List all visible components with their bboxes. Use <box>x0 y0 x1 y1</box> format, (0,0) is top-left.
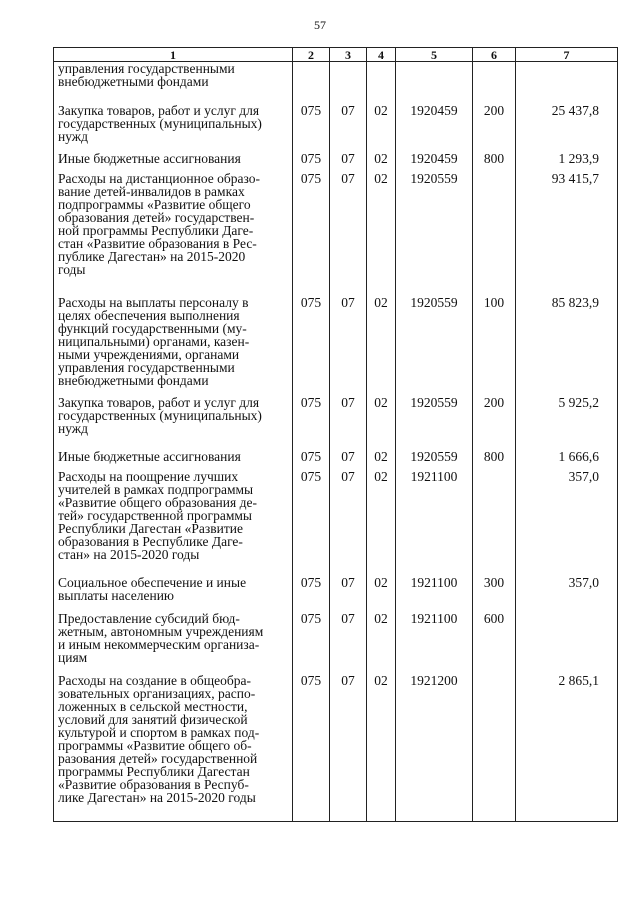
code-subsection-text: 02 <box>374 468 388 484</box>
column-header: 1 <box>54 48 293 62</box>
row-amount <box>516 396 618 450</box>
row-amount-text: 2 865,1 <box>558 672 599 688</box>
row-description <box>54 576 293 612</box>
code-section <box>330 674 367 822</box>
row-amount <box>516 612 618 674</box>
code-expense-type <box>473 450 516 470</box>
code-admin <box>293 62 330 104</box>
column-header: 5 <box>396 48 473 62</box>
code-admin-text: 075 <box>300 150 322 166</box>
code-section <box>330 450 367 470</box>
code-subsection-text: 02 <box>374 394 388 410</box>
row-description <box>54 674 293 822</box>
code-section-text: 07 <box>341 468 355 484</box>
row-description-text: Расходы на выплаты персоналу в целях обеспечения выполнения функций государственными (му- ниципальными) органами, казен- ными учреждениями, органами управления государственными внебюджетными фондами <box>58 294 250 388</box>
code-target-article <box>396 172 473 296</box>
page-number: 57 <box>314 18 326 32</box>
budget-table <box>53 47 618 822</box>
code-expense-type <box>473 674 516 822</box>
code-expense-type-text: 200 <box>483 102 505 118</box>
code-target-article-text: 1920559 <box>410 294 458 310</box>
row-amount <box>516 152 618 172</box>
code-admin-text: 075 <box>300 102 322 118</box>
code-expense-type <box>473 104 516 152</box>
row-amount-text: 1 666,6 <box>558 448 599 464</box>
code-expense-type <box>473 612 516 674</box>
row-description-text: Иные бюджетные ассигнования <box>58 150 241 166</box>
row-description-text: Закупка товаров, работ и услуг для государственных (муниципальных) нужд <box>58 394 262 436</box>
row-description <box>54 296 293 396</box>
code-target-article <box>396 62 473 104</box>
code-admin <box>293 296 330 396</box>
code-admin-text: 075 <box>300 468 322 484</box>
code-target-article-text: 1920559 <box>410 394 458 410</box>
code-section <box>330 62 367 104</box>
code-section-text: 07 <box>341 294 355 310</box>
row-amount <box>516 62 618 104</box>
code-subsection <box>367 296 396 396</box>
code-section <box>330 396 367 450</box>
row-amount-text: 5 925,2 <box>558 394 599 410</box>
code-target-article-text: 1921100 <box>410 610 458 626</box>
code-admin <box>293 576 330 612</box>
code-target-article <box>396 612 473 674</box>
code-subsection-text: 02 <box>374 672 388 688</box>
code-section <box>330 470 367 576</box>
row-description <box>54 612 293 674</box>
code-expense-type <box>473 62 516 104</box>
code-admin <box>293 172 330 296</box>
table-row <box>54 450 618 470</box>
code-section-text: 07 <box>341 150 355 166</box>
code-subsection <box>367 470 396 576</box>
code-admin-text: 075 <box>300 170 322 186</box>
code-section-text: 07 <box>341 102 355 118</box>
row-description-text: Иные бюджетные ассигнования <box>58 448 241 464</box>
code-subsection-text: 02 <box>374 102 388 118</box>
code-admin <box>293 612 330 674</box>
code-expense-type-text: 200 <box>483 394 505 410</box>
column-header: 3 <box>330 48 367 62</box>
row-description <box>54 450 293 470</box>
row-amount-text: 93 415,7 <box>551 170 599 186</box>
code-expense-type <box>473 396 516 450</box>
code-section <box>330 576 367 612</box>
table-row <box>54 296 618 396</box>
code-section-text: 07 <box>341 170 355 186</box>
code-subsection <box>367 152 396 172</box>
table-row <box>54 576 618 612</box>
code-subsection-text: 02 <box>374 574 388 590</box>
code-subsection <box>367 450 396 470</box>
row-amount <box>516 296 618 396</box>
code-section <box>330 104 367 152</box>
row-description <box>54 104 293 152</box>
row-description <box>54 470 293 576</box>
code-target-article-text: 1920459 <box>410 150 458 166</box>
table-row <box>54 152 618 172</box>
code-section-text: 07 <box>341 394 355 410</box>
row-amount <box>516 576 618 612</box>
table-row <box>54 470 618 576</box>
code-target-article <box>396 674 473 822</box>
code-expense-type <box>473 152 516 172</box>
code-subsection <box>367 576 396 612</box>
code-admin-text: 075 <box>300 448 322 464</box>
code-section-text: 07 <box>341 672 355 688</box>
code-admin <box>293 396 330 450</box>
code-target-article <box>396 152 473 172</box>
code-target-article-text: 1921100 <box>410 468 458 484</box>
code-admin-text: 075 <box>300 610 322 626</box>
code-target-article <box>396 470 473 576</box>
code-admin <box>293 470 330 576</box>
code-subsection <box>367 104 396 152</box>
row-amount <box>516 674 618 822</box>
code-expense-type-text: 100 <box>483 294 505 310</box>
row-description-text: Расходы на дистанционное образо- вание детей-инвалидов в рамках подпрограммы «Развитие общего образования детей» государствен- ной программы Республики Даге- стан «Развитие образования в Рес- публике Дагестан» на 2015-2020 годы <box>58 170 260 277</box>
row-description-text: Предоставление субсидий бюд- жетным, автономным учреждениям и иным некоммерческим организа- циям <box>58 610 264 665</box>
code-subsection-text: 02 <box>374 610 388 626</box>
code-admin-text: 075 <box>300 672 322 688</box>
column-header: 2 <box>293 48 330 62</box>
table-row <box>54 172 618 296</box>
column-header: 6 <box>473 48 516 62</box>
code-target-article-text: 1920559 <box>410 448 458 464</box>
code-expense-type-text: 300 <box>483 574 505 590</box>
code-section-text: 07 <box>341 610 355 626</box>
column-header: 4 <box>367 48 396 62</box>
row-description <box>54 172 293 296</box>
table-row <box>54 62 618 104</box>
code-admin-text: 075 <box>300 574 322 590</box>
row-amount-text: 1 293,9 <box>558 150 599 166</box>
code-section-text: 07 <box>341 574 355 590</box>
row-amount-text: 85 823,9 <box>551 294 599 310</box>
code-expense-type-text: 800 <box>483 448 505 464</box>
table-row <box>54 396 618 450</box>
code-expense-type <box>473 576 516 612</box>
code-subsection-text: 02 <box>374 170 388 186</box>
code-subsection <box>367 172 396 296</box>
code-target-article <box>396 396 473 450</box>
code-subsection <box>367 62 396 104</box>
column-header: 7 <box>516 48 618 62</box>
code-admin-text: 075 <box>300 394 322 410</box>
row-description-text: Расходы на поощрение лучших учителей в рамках подпрограммы «Развитие общего образования де- тей» государственной программы Республики Дагестан «Развитие образования в Республике Даге- стан» на 2015-2020 годы <box>58 468 257 562</box>
code-target-article <box>396 576 473 612</box>
code-section-text: 07 <box>341 448 355 464</box>
code-expense-type-text: 600 <box>483 610 505 626</box>
row-amount <box>516 104 618 152</box>
row-description <box>54 396 293 450</box>
code-section <box>330 152 367 172</box>
code-subsection <box>367 612 396 674</box>
row-amount-text: 357,0 <box>568 574 599 590</box>
code-section <box>330 172 367 296</box>
row-amount <box>516 450 618 470</box>
code-target-article <box>396 450 473 470</box>
code-section <box>330 612 367 674</box>
code-subsection-text: 02 <box>374 150 388 166</box>
code-admin <box>293 104 330 152</box>
row-amount <box>516 470 618 576</box>
table-header-row <box>54 48 618 62</box>
code-target-article-text: 1921200 <box>410 672 458 688</box>
row-amount-text: 25 437,8 <box>551 102 599 118</box>
code-target-article <box>396 296 473 396</box>
code-subsection <box>367 674 396 822</box>
code-admin-text: 075 <box>300 294 322 310</box>
code-section <box>330 296 367 396</box>
table-row <box>54 674 618 822</box>
row-description-text: Закупка товаров, работ и услуг для государственных (муниципальных) нужд <box>58 102 262 144</box>
row-description <box>54 62 293 104</box>
code-target-article-text: 1920559 <box>410 170 458 186</box>
code-subsection-text: 02 <box>374 448 388 464</box>
code-target-article-text: 1920459 <box>410 102 458 118</box>
code-admin <box>293 674 330 822</box>
row-description <box>54 152 293 172</box>
row-description-text: Расходы на создание в общеобра- зовательных организациях, распо- ложенных в сельской местности, условий для занятий физической культурой и спортом в рамках под- программы «Развитие общего об- разования детей» государственной программы Республики Дагестан «Развитие образования в Респуб- лике Дагестан» на 2015-2020 годы <box>58 672 260 805</box>
code-expense-type <box>473 470 516 576</box>
code-expense-type-text: 800 <box>483 150 505 166</box>
table-row <box>54 612 618 674</box>
table-row <box>54 104 618 152</box>
row-amount-text: 357,0 <box>568 468 599 484</box>
code-target-article-text: 1921100 <box>410 574 458 590</box>
code-expense-type <box>473 172 516 296</box>
code-target-article <box>396 104 473 152</box>
row-description-text: управления государственными внебюджетными фондами <box>58 61 235 89</box>
code-admin <box>293 450 330 470</box>
code-subsection <box>367 396 396 450</box>
code-expense-type <box>473 296 516 396</box>
row-description-text: Социальное обеспечение и иные выплаты населению <box>58 574 247 603</box>
code-subsection-text: 02 <box>374 294 388 310</box>
row-amount <box>516 172 618 296</box>
code-admin <box>293 152 330 172</box>
